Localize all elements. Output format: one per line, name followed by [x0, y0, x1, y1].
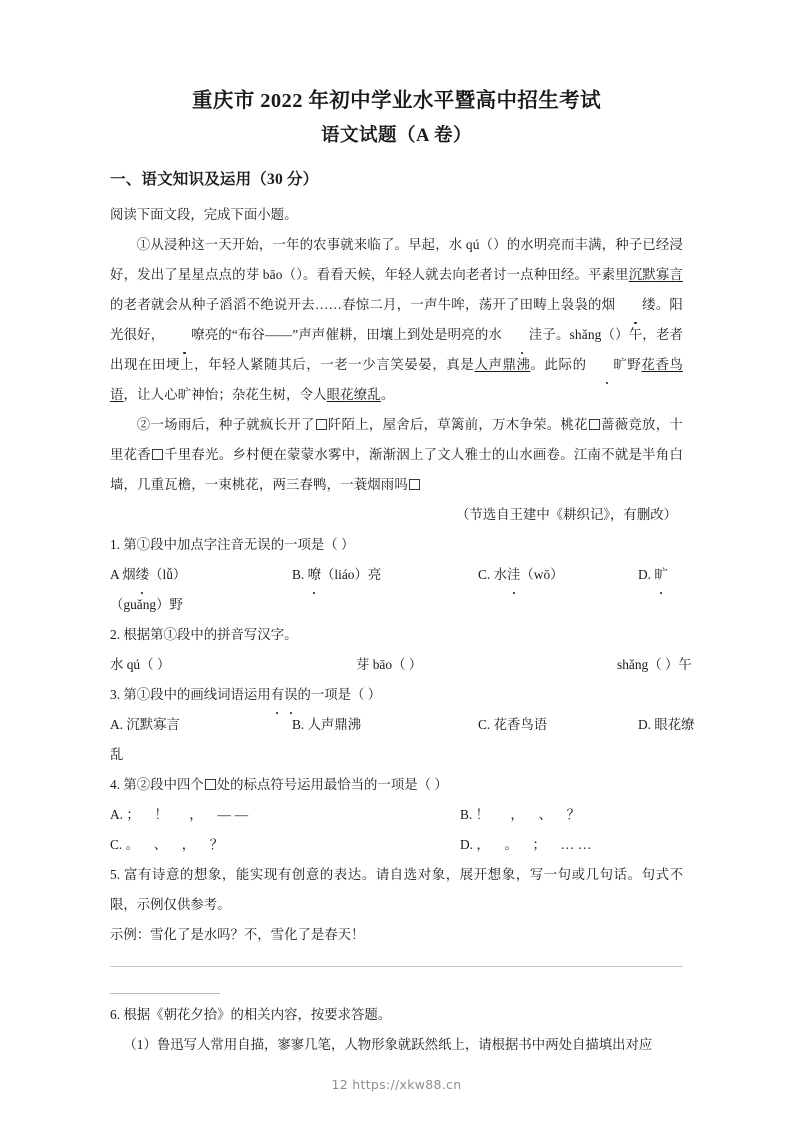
option-b[interactable] — [292, 710, 478, 740]
passage-paragraph-2 — [110, 410, 683, 500]
option-text: 花香鸟语 — [490, 716, 548, 732]
option-label: C. — [478, 566, 491, 582]
option-text: ， 。 ； …… — [476, 836, 596, 852]
question-2-stem — [110, 620, 683, 650]
option-c[interactable] — [110, 830, 460, 860]
option-text: ！ ， 、 ？ — [475, 806, 584, 822]
option-d[interactable] — [638, 560, 686, 590]
page-footer: 12 https://xkw88.cn — [331, 1077, 462, 1092]
passage-text: ，让人心旷神怡；杂花生树，令人 — [123, 386, 327, 402]
option-text: （wō） — [520, 566, 564, 582]
question-number: 5. — [110, 866, 121, 882]
option-text: 水 — [490, 566, 508, 582]
pinyin-blank-2[interactable]: 芽 bāo（ ） — [356, 656, 423, 672]
dotted-char: 嘹 — [308, 560, 321, 590]
option-c[interactable] — [478, 710, 638, 740]
passage-text: 阡陌上，屋舍后，草篱前，万木争荣。桃花 — [327, 416, 588, 432]
option-b[interactable] — [292, 560, 478, 590]
option-text: 烟 — [118, 566, 136, 582]
underlined-term-1: 沉默寡言 — [628, 266, 683, 282]
page-subtitle: 语文试题（A 卷） — [321, 125, 472, 146]
passage-text: ）午，老者出现在田埂上，年轻人紧随其后，一老一少言笑晏晏，真是 — [110, 326, 683, 372]
question-text: 根据《朝花夕拾》的相关内容，按要求答题。 — [123, 1006, 392, 1022]
option-text: 眼花缭 — [651, 716, 695, 732]
passage-text: 蔷薇竞放，十里花香 — [110, 416, 683, 462]
passage-text: 千里春光。乡村便在蒙蒙水雾中，渐渐洇上了文人雅士的山水画卷。江南不就是半角白墙，几重瓦檐，一束桃花，两三春鸭，一蓑烟雨吗 — [110, 446, 683, 492]
underlined-term-4: 眼花缭乱 — [326, 386, 381, 402]
option-label: D. — [638, 716, 652, 732]
section-divider-short — [110, 993, 220, 994]
dotted-char-2: 嘹 — [164, 320, 204, 350]
option-label: D. — [460, 836, 474, 852]
passage-text: 亮的“布谷——”声声催耕，田壤上到处是明亮的水 — [204, 326, 502, 342]
dotted-char: 缕 — [136, 560, 149, 590]
option-label: D. — [638, 566, 652, 582]
option-text: 。 、 ， ？ — [125, 836, 228, 852]
underlined-term-3: 花香鸟语 — [110, 356, 684, 402]
dotted-char-4: 旷 — [587, 350, 627, 380]
question-3-stem — [110, 680, 683, 710]
passage-text: 从浸种这一天开始，一年的农事就来临了。早起，水 qú（ — [150, 236, 494, 252]
option-label: B. — [292, 716, 305, 732]
question-number: 1. — [110, 536, 121, 552]
question-5-stem — [110, 860, 683, 920]
passage-text: 野 — [626, 356, 642, 372]
option-text: （lǚ） — [149, 566, 187, 582]
passage-text: ）的水明亮而丰满，种子已经浸好，发出了星星点点的芽 bāo（ — [110, 236, 684, 282]
question-1-options — [110, 560, 683, 590]
passage-text: 。阳光很好， — [110, 296, 683, 342]
passage-text: ）。看看天候，年轻人就去向老者讨一点种田经。平素里 — [296, 266, 629, 282]
section-heading: 一、语文知识及运用（30 分） — [110, 171, 319, 189]
blank-box-icon — [316, 419, 327, 430]
paragraph-marker-2: ② — [136, 416, 151, 432]
option-b[interactable] — [460, 800, 584, 830]
question-6-sub-1: （1）鲁迅写人常用自描，寥寥几笔，人物形象就跃然纸上，请根据书中两处自描填出对应 — [123, 1036, 653, 1052]
passage-instruction: 阅读下面文段，完成下面小题。 — [110, 206, 298, 222]
question-number: 6. — [110, 1006, 121, 1022]
passage-text: 的老者就会从种子滔滔不绝说开去……春惊二月，一声牛哞，荡开了田畴上袅袅的烟 — [110, 296, 616, 312]
passage-paragraph-1 — [110, 230, 683, 410]
question-4-stem — [110, 770, 683, 800]
passage-text: 。 — [380, 386, 395, 402]
passage-text: 一场雨后，种子就疯长开了 — [150, 416, 315, 432]
option-label: C. — [478, 716, 491, 732]
question-text: 根据第①段中的拼音写汉字。 — [123, 626, 298, 642]
question-number: 4. — [110, 776, 121, 792]
dotted-char: 有 — [271, 680, 284, 710]
blank-box-icon — [409, 479, 420, 490]
question-6-stem — [110, 1000, 683, 1030]
paragraph-marker-1: ① — [136, 236, 151, 252]
option-a[interactable] — [110, 710, 292, 740]
question-5-example: 示例：雪化了是水吗？不，雪化了是春天！ — [110, 926, 365, 942]
option-label: B. — [292, 566, 305, 582]
question-3-options — [110, 710, 695, 740]
option-label: B. — [460, 806, 473, 822]
option-d[interactable] — [460, 830, 595, 860]
passage-text: 。此际的 — [530, 356, 587, 372]
option-label: C. — [110, 836, 123, 852]
dotted-char: 误 — [284, 680, 297, 710]
question-text: 第②段中四个 — [123, 776, 204, 792]
question-number: 3. — [110, 686, 121, 702]
underlined-term-2: 人声鼎沸 — [474, 356, 531, 372]
question-1-stem — [110, 530, 683, 560]
blank-box-icon — [589, 419, 600, 430]
blank-box-icon — [152, 449, 163, 460]
option-text: 沉默寡言 — [123, 716, 180, 732]
question-text: 第①段中的画线词语运用 — [123, 686, 271, 702]
question-text: 富有诗意的想象，能实现有创意的表达。请自选对象，展开想象，写一句或几句话。句式不限，示例仅供参考。 — [110, 866, 683, 912]
option-label: A — [110, 566, 119, 582]
option-text: ； ！ ， —— — [126, 806, 253, 822]
question-1-option-d-wrap: （guǎng）野 — [110, 596, 183, 612]
question-3-option-d-wrap: 乱 — [110, 746, 124, 762]
option-a[interactable] — [110, 560, 292, 590]
option-label: A. — [110, 806, 124, 822]
option-text: （liáo）亮 — [321, 566, 382, 582]
pinyin-blank-3[interactable]: shǎng（ ）午 — [617, 656, 692, 672]
question-text: 处的标点符号运用最恰当的一项是（ ） — [216, 776, 448, 792]
page-title: 重庆市 2022 年初中学业水平暨高中招生考试 — [192, 90, 601, 112]
passage-text: 子。shǎng（ — [542, 326, 616, 342]
question-text: 的一项是（ ） — [297, 686, 382, 702]
dotted-char: 旷 — [654, 560, 667, 590]
blank-box-icon — [205, 779, 216, 790]
question-text: 第①段中加点字注音无误的一项是（ ） — [123, 536, 355, 552]
option-text: 人声鼎沸 — [304, 716, 362, 732]
dotted-char: 洼 — [507, 560, 520, 590]
option-a[interactable] — [110, 800, 460, 830]
question-2-blanks — [110, 650, 692, 680]
section-divider-long — [110, 966, 683, 967]
dotted-char-3: 洼 — [502, 320, 542, 350]
question-4-options-row-1 — [110, 800, 683, 830]
pinyin-blank-1[interactable]: 水 qú（ ） — [110, 656, 171, 672]
question-number: 2. — [110, 626, 121, 642]
option-d[interactable] — [638, 710, 695, 740]
passage-attribution: （节选自王建中《耕织记》，有删改） — [456, 506, 677, 522]
option-c[interactable] — [478, 560, 638, 590]
dotted-char-1: 缕 — [615, 290, 655, 320]
question-4-options-row-2 — [110, 830, 683, 860]
option-label: A. — [110, 716, 124, 732]
